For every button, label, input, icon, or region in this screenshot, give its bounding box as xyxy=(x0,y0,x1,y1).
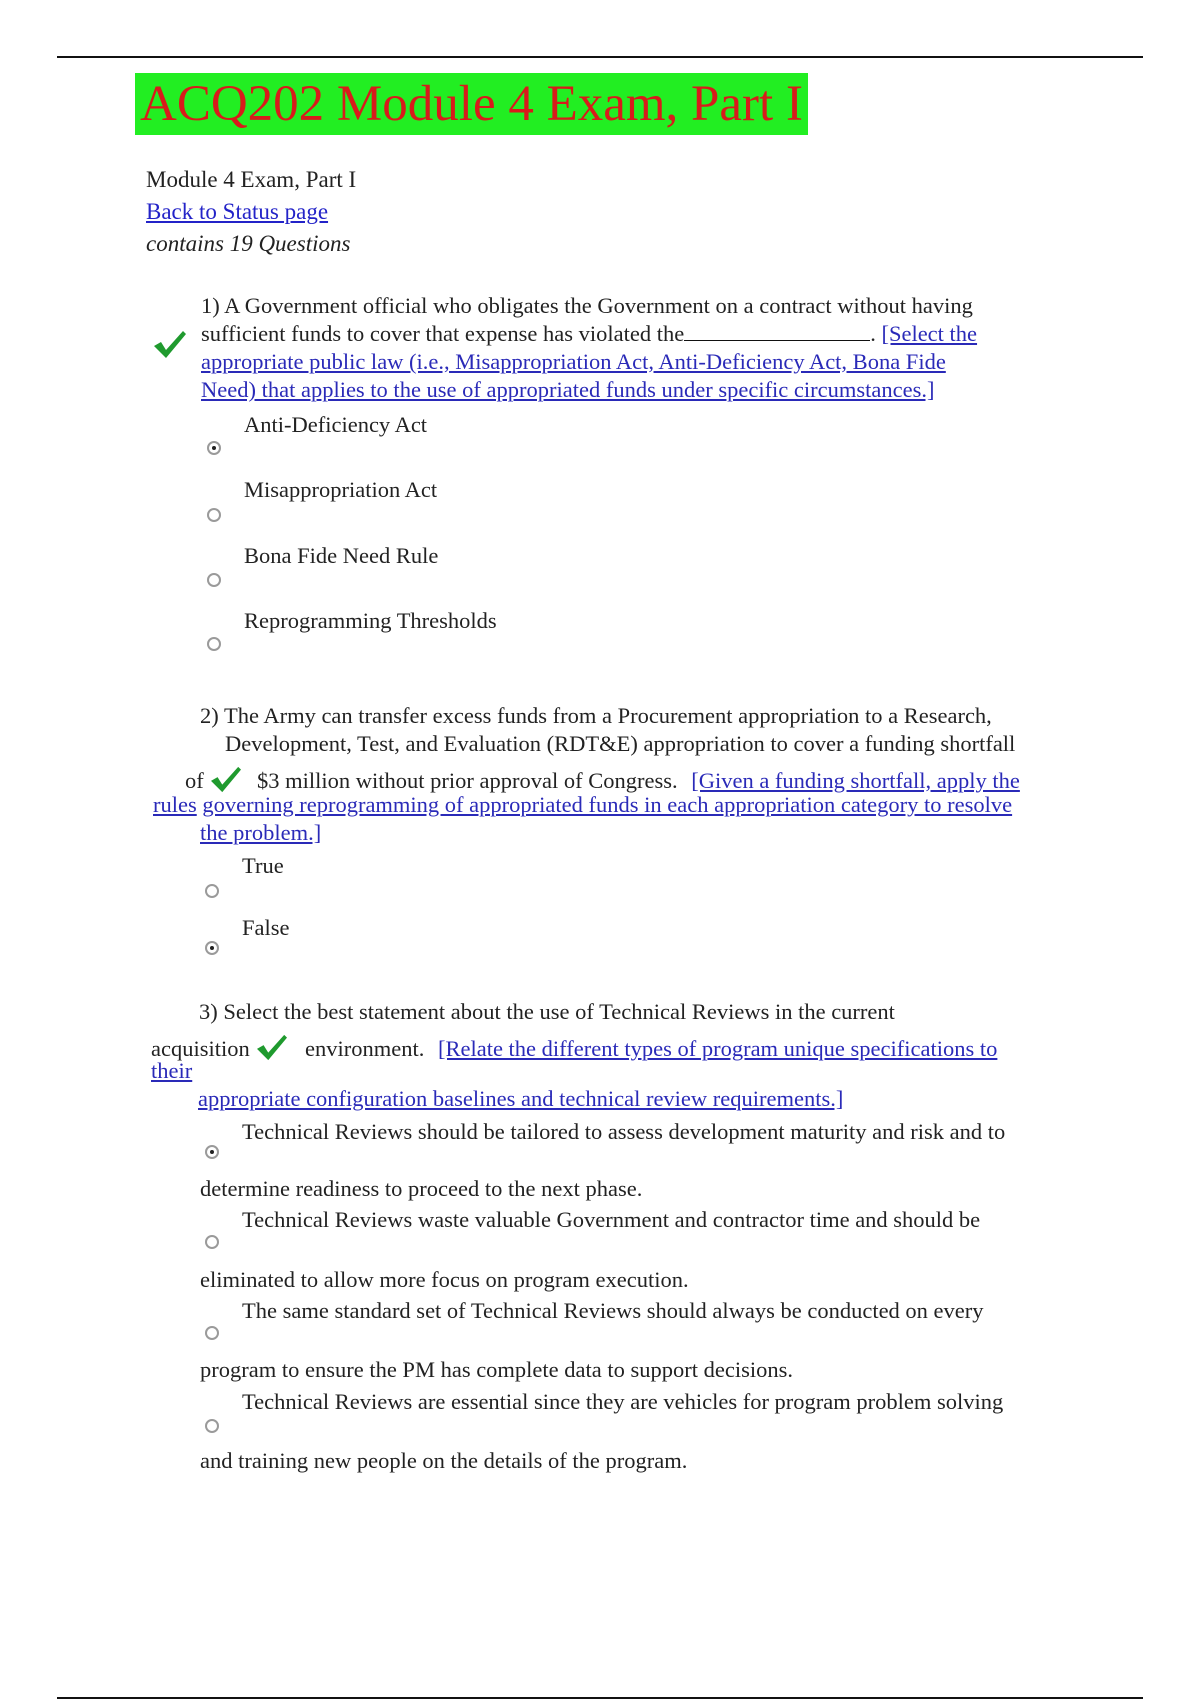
question-count: contains 19 Questions xyxy=(146,231,351,256)
q3-objective-link-end[interactable]: appropriate configuration baselines and technical review requirements.] xyxy=(198,1086,844,1111)
question-2-line-2: Development, Test, and Evaluation (RDT&E) appropriation to cover a funding shortfall xyxy=(225,731,1016,756)
q1-objective-link-end[interactable]: Need) that applies to the use of appropriated funds under specific circumstances.] xyxy=(201,377,935,402)
q2-objective-link-cont-2[interactable]: governing reprogramming of appropriated funds in each appropriation category to resolve xyxy=(202,792,1013,817)
question-2-line-1: 2) The Army can transfer excess funds from a Procurement appropriation to a Research, xyxy=(200,703,992,728)
q1-option-4-label: Reprogramming Thresholds xyxy=(244,608,497,633)
top-rule xyxy=(57,56,1143,58)
q1-option-2-label: Misappropriation Act xyxy=(244,477,438,502)
q1-option-4-radio[interactable] xyxy=(207,637,221,651)
q2-option-1-label: True xyxy=(242,853,284,878)
q3-option-2-label-b: eliminated to allow more focus on program execution. xyxy=(200,1267,689,1292)
q1-option-2-radio[interactable] xyxy=(207,508,221,522)
bottom-rule xyxy=(57,1697,1143,1699)
q3-option-1-label-b: determine readiness to proceed to the next phase. xyxy=(200,1176,643,1201)
q2-option-1-radio[interactable] xyxy=(205,884,219,898)
q2-option-2-label: False xyxy=(242,915,290,940)
question-3-line-3 xyxy=(151,1057,192,1085)
q3-option-4-label-b: and training new people on the details of the program. xyxy=(200,1448,688,1473)
answer-blank xyxy=(684,322,870,341)
back-to-status-link[interactable]: Back to Status page xyxy=(146,199,329,224)
question-3-line-2: acquisition environment. [Relate the different types of program unique specifications to xyxy=(151,1032,997,1063)
question-2-line-3: of $3 million without prior approval of Congress. [Given a funding shortfall, apply the xyxy=(185,764,1020,795)
question-1-text: 1) A Government official who obligates the Government on a contract without having sufficient funds to cover that expense has violated the . [Select the appropriate public law (i.e., Misappropriation Act, Anti-Deficiency Act, Bona Fide Need) that applies to the use of appropriated funds under specific circumstances.] xyxy=(201,293,978,402)
q1-option-3-radio[interactable] xyxy=(207,573,221,587)
exam-meta xyxy=(146,164,356,260)
q3-option-1-label-a: Technical Reviews should be tailored to assess development maturity and risk and to xyxy=(242,1119,1006,1144)
q2-objective-link-cont[interactable]: rules xyxy=(153,792,197,817)
question-3-line-1: 3) Select the best statement about the use of Technical Reviews in the current xyxy=(199,999,895,1024)
q3-option-4-label-a: Technical Reviews are essential since they are vehicles for program problem solving xyxy=(242,1389,1004,1414)
exam-subtitle: Module 4 Exam, Part I xyxy=(146,167,357,192)
page-title: ACQ202 Module 4 Exam, Part I xyxy=(135,73,808,135)
q3-objective-link-cont[interactable]: their xyxy=(151,1058,193,1083)
q3-option-3-label-b: program to ensure the PM has complete data to support decisions. xyxy=(200,1357,793,1382)
correct-check-icon xyxy=(152,328,188,360)
q2-objective-link-end[interactable]: the problem.] xyxy=(200,820,322,845)
q1-objective-link-cont[interactable]: appropriate public law (i.e., Misappropriation Act, Anti-Deficiency Act, Bona Fide xyxy=(201,349,946,374)
q3-option-3-radio[interactable] xyxy=(205,1326,219,1340)
question-3-line-4 xyxy=(198,1085,843,1113)
q1-option-1-radio[interactable] xyxy=(207,441,221,455)
q2-option-2-radio[interactable] xyxy=(205,941,219,955)
q3-option-1-radio[interactable] xyxy=(205,1145,219,1159)
question-2-line-4 xyxy=(153,791,1012,819)
q1-option-3-label: Bona Fide Need Rule xyxy=(244,543,439,568)
q2-objective-link[interactable]: [Given a funding shortfall, apply the xyxy=(691,768,1020,793)
q1-objective-link[interactable]: [Select the xyxy=(881,321,978,346)
q3-objective-link[interactable]: [Relate the different types of program unique specifications to xyxy=(437,1036,998,1061)
q1-option-1-label: Anti-Deficiency Act xyxy=(244,412,428,437)
correct-check-icon xyxy=(255,1032,289,1062)
q3-option-2-radio[interactable] xyxy=(205,1235,219,1249)
q3-option-3-label-a: The same standard set of Technical Reviews should always be conducted on every xyxy=(242,1298,984,1323)
q3-option-2-label-a: Technical Reviews waste valuable Government and contractor time and should be xyxy=(242,1207,981,1232)
correct-check-icon xyxy=(209,764,243,794)
question-2-line-5 xyxy=(200,819,321,847)
q3-option-4-radio[interactable] xyxy=(205,1419,219,1433)
